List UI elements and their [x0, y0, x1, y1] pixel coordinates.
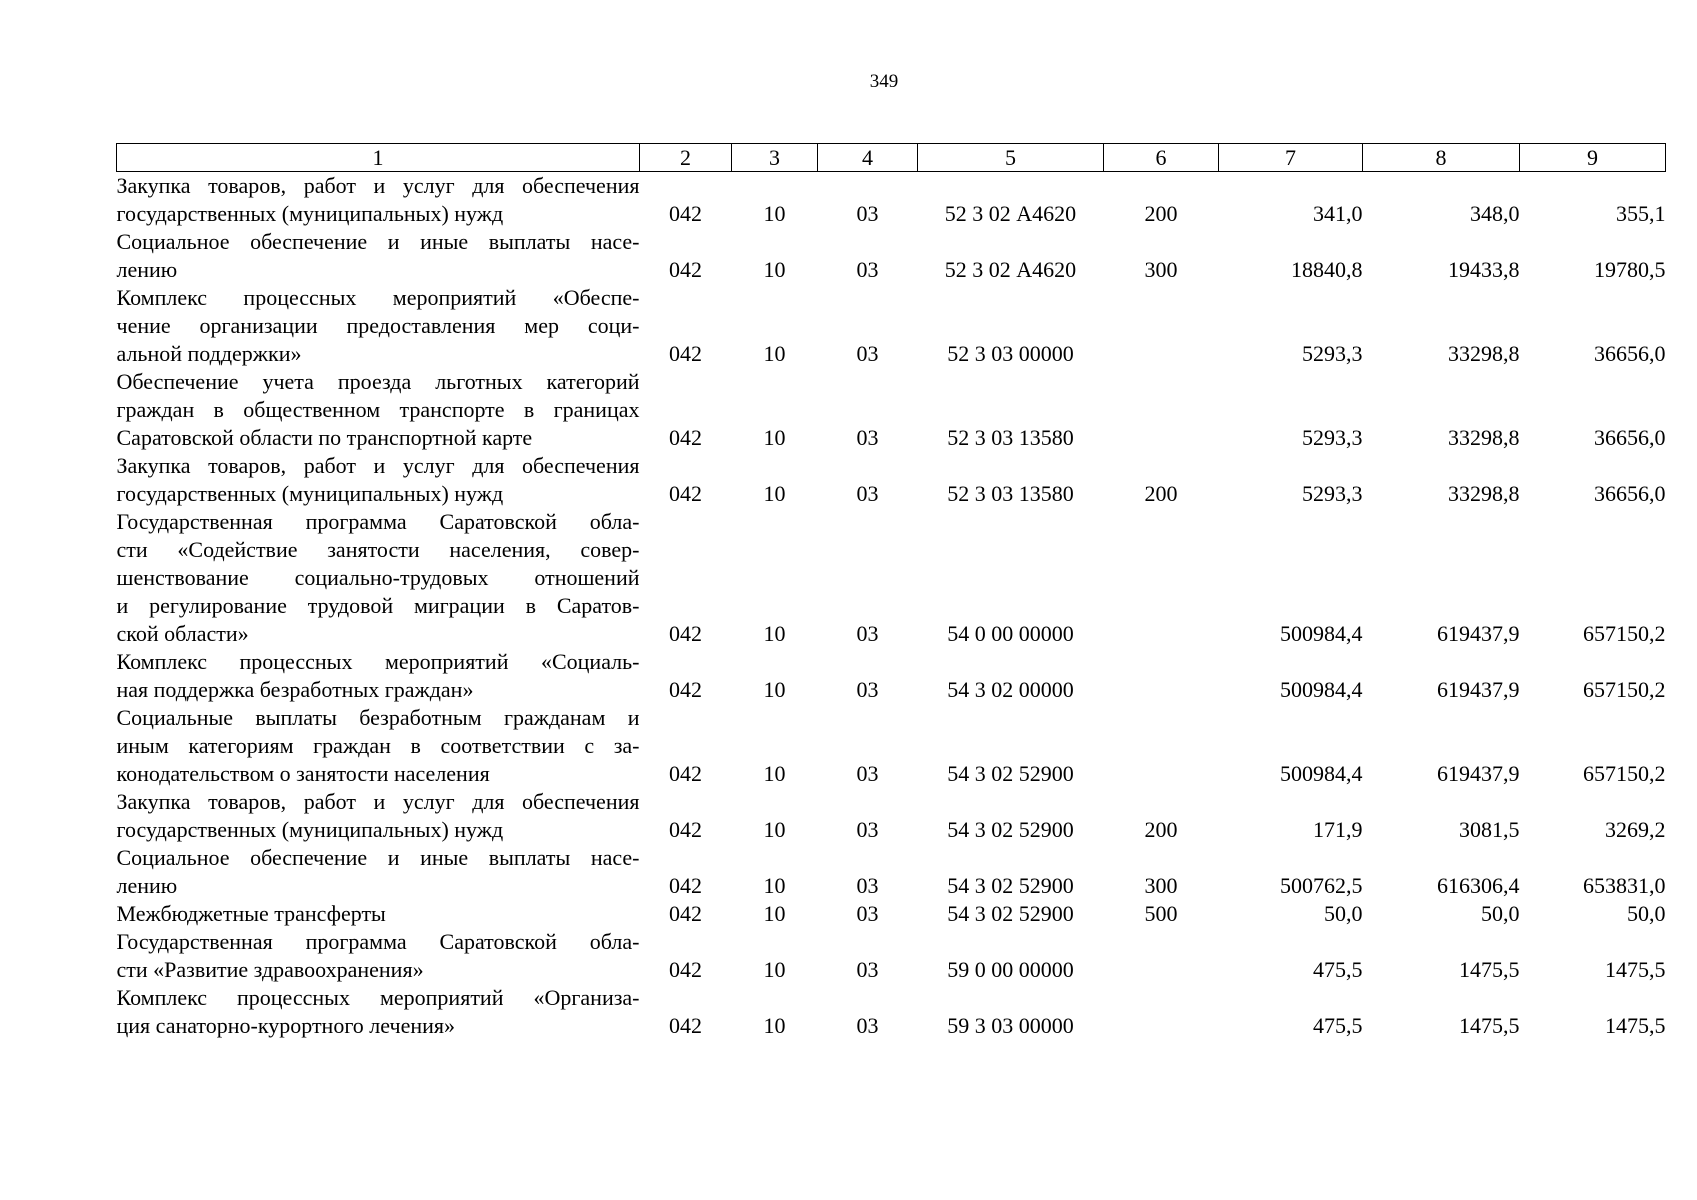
table-row [117, 648, 1666, 704]
description-line: ция санаторно-курортного лечения» [116, 1013, 455, 1038]
section-code: 10 [763, 817, 786, 842]
amount-year-2: 1475,5 [1459, 1013, 1520, 1038]
column-header-7: 7 [1219, 144, 1363, 172]
amount-year-3: 3269,2 [1605, 817, 1666, 842]
description-line: шенствование социально-трудовых отношений [116, 565, 640, 590]
amount-year-1: 500984,4 [1280, 677, 1363, 702]
row-description [117, 172, 640, 229]
table-row [117, 284, 1666, 368]
description-line: конодательством о занятости населения [116, 761, 490, 786]
amount-year-3: 653831,0 [1583, 873, 1666, 898]
description-line: сти «Развитие здравоохранения» [116, 957, 424, 982]
target-article-code: 54 3 02 00000 [947, 677, 1074, 702]
description-line: граждан в общественном транспорте в границах [116, 397, 640, 422]
expense-type-code: 300 [1144, 873, 1178, 898]
expense-type-code: 200 [1144, 817, 1178, 842]
description-line: Социальное обеспечение и иные выплаты насе- [116, 229, 640, 254]
subsection-code: 03 [856, 677, 879, 702]
subsection-code: 03 [856, 201, 879, 226]
table-row [117, 368, 1666, 452]
description-line: государственных (муниципальных) нужд [116, 817, 504, 842]
agency-code: 042 [669, 621, 702, 646]
amount-year-2: 1475,5 [1459, 957, 1520, 982]
target-article-code: 52 3 03 13580 [947, 481, 1074, 506]
table-row [117, 844, 1666, 900]
table-row [117, 172, 1666, 229]
amount-year-2: 619437,9 [1437, 677, 1520, 702]
section-code: 10 [763, 341, 786, 366]
target-article-code: 54 3 02 52900 [947, 817, 1074, 842]
table-row [117, 508, 1666, 648]
section-code: 10 [763, 1013, 786, 1038]
expense-type-code [1104, 508, 1219, 648]
amount-year-3: 1475,5 [1605, 1013, 1666, 1038]
expense-type-code [1104, 368, 1219, 452]
column-header-6: 6 [1104, 144, 1219, 172]
target-article-code: 59 3 03 00000 [947, 1013, 1074, 1038]
amount-year-2: 50,0 [1481, 901, 1520, 926]
agency-code: 042 [669, 257, 702, 282]
expense-type-code [1104, 284, 1219, 368]
row-description [117, 900, 640, 928]
amount-year-3: 36656,0 [1594, 341, 1666, 366]
expense-type-code [1104, 984, 1219, 1040]
amount-year-1: 500984,4 [1280, 761, 1363, 786]
amount-year-1: 5293,3 [1302, 425, 1363, 450]
table-row [117, 788, 1666, 844]
budget-table [116, 143, 1666, 1040]
target-article-code: 59 0 00 00000 [947, 957, 1074, 982]
row-description [117, 704, 640, 788]
section-code: 10 [763, 621, 786, 646]
description-line: государственных (муниципальных) нужд [116, 201, 504, 226]
section-code: 10 [763, 481, 786, 506]
description-line: ная поддержка безработных граждан» [116, 677, 474, 702]
expense-type-code [1104, 648, 1219, 704]
description-line: иным категориям граждан в соответствии с за- [116, 733, 640, 758]
description-line: Государственная программа Саратовской обла- [116, 509, 640, 534]
row-description [117, 984, 640, 1040]
agency-code: 042 [669, 901, 702, 926]
subsection-code: 03 [856, 621, 879, 646]
amount-year-1: 475,5 [1313, 957, 1363, 982]
agency-code: 042 [669, 425, 702, 450]
row-description [117, 844, 640, 900]
description-line: Закупка товаров, работ и услуг для обеспечения [116, 453, 640, 478]
amount-year-1: 18840,8 [1291, 257, 1363, 282]
description-line: Закупка товаров, работ и услуг для обеспечения [116, 173, 640, 198]
agency-code: 042 [669, 481, 702, 506]
header-row [117, 144, 1666, 172]
agency-code: 042 [669, 817, 702, 842]
column-header-5: 5 [918, 144, 1104, 172]
subsection-code: 03 [856, 481, 879, 506]
description-line: сти «Содействие занятости населения, совер- [116, 537, 640, 562]
amount-year-2: 616306,4 [1437, 873, 1520, 898]
description-line: Обеспечение учета проезда льготных категорий [116, 369, 640, 394]
description-line: лению [116, 257, 178, 282]
subsection-code: 03 [856, 957, 879, 982]
amount-year-1: 50,0 [1324, 901, 1363, 926]
description-line: лению [116, 873, 178, 898]
amount-year-1: 341,0 [1313, 201, 1363, 226]
amount-year-2: 33298,8 [1448, 481, 1520, 506]
column-header-1: 1 [117, 144, 640, 172]
amount-year-2: 3081,5 [1459, 817, 1520, 842]
section-code: 10 [763, 425, 786, 450]
amount-year-3: 657150,2 [1583, 621, 1666, 646]
subsection-code: 03 [856, 901, 879, 926]
agency-code: 042 [669, 341, 702, 366]
column-header-3: 3 [732, 144, 818, 172]
amount-year-3: 36656,0 [1594, 481, 1666, 506]
description-line: Межбюджетные трансферты [116, 901, 386, 926]
amount-year-2: 619437,9 [1437, 761, 1520, 786]
target-article-code: 52 3 03 13580 [947, 425, 1074, 450]
section-code: 10 [763, 901, 786, 926]
section-code: 10 [763, 873, 786, 898]
column-header-9: 9 [1520, 144, 1666, 172]
amount-year-3: 657150,2 [1583, 677, 1666, 702]
description-line: Саратовской области по транспортной карте [116, 425, 533, 450]
subsection-code: 03 [856, 341, 879, 366]
column-header-8: 8 [1363, 144, 1520, 172]
amount-year-3: 19780,5 [1594, 257, 1666, 282]
budget-table-body [117, 172, 1666, 1041]
subsection-code: 03 [856, 873, 879, 898]
amount-year-3: 50,0 [1627, 901, 1666, 926]
row-description [117, 452, 640, 508]
description-line: Комплекс процессных мероприятий «Обеспе- [116, 285, 640, 310]
target-article-code: 54 3 02 52900 [947, 761, 1074, 786]
amount-year-2: 619437,9 [1437, 621, 1520, 646]
expense-type-code [1104, 928, 1219, 984]
section-code: 10 [763, 761, 786, 786]
amount-year-2: 33298,8 [1448, 341, 1520, 366]
row-description [117, 648, 640, 704]
subsection-code: 03 [856, 257, 879, 282]
description-line: ской области» [116, 621, 249, 646]
agency-code: 042 [669, 677, 702, 702]
table-row [117, 704, 1666, 788]
target-article-code: 52 3 02 А4620 [944, 257, 1077, 282]
description-line: Закупка товаров, работ и услуг для обеспечения [116, 789, 640, 814]
description-line: Комплекс процессных мероприятий «Организа- [116, 985, 640, 1010]
amount-year-2: 19433,8 [1448, 257, 1520, 282]
agency-code: 042 [669, 1013, 702, 1038]
amount-year-3: 355,1 [1616, 201, 1666, 226]
subsection-code: 03 [856, 761, 879, 786]
description-line: Комплекс процессных мероприятий «Социаль- [116, 649, 640, 674]
page-number: 349 [869, 71, 899, 92]
description-line: альной поддержки» [116, 341, 302, 366]
expense-type-code: 300 [1144, 257, 1178, 282]
table-row [117, 900, 1666, 928]
row-description [117, 228, 640, 284]
row-description [117, 788, 640, 844]
expense-type-code: 200 [1144, 481, 1178, 506]
row-description [117, 508, 640, 648]
subsection-code: 03 [856, 1013, 879, 1038]
amount-year-1: 500984,4 [1280, 621, 1363, 646]
row-description [117, 368, 640, 452]
amount-year-3: 657150,2 [1583, 761, 1666, 786]
column-header-4: 4 [818, 144, 918, 172]
section-code: 10 [763, 201, 786, 226]
amount-year-1: 475,5 [1313, 1013, 1363, 1038]
amount-year-1: 171,9 [1313, 817, 1363, 842]
description-line: чение организации предоставления мер соци- [116, 313, 640, 338]
agency-code: 042 [669, 761, 702, 786]
row-description [117, 284, 640, 368]
agency-code: 042 [669, 873, 702, 898]
row-description [117, 928, 640, 984]
expense-type-code: 500 [1144, 901, 1178, 926]
amount-year-1: 5293,3 [1302, 341, 1363, 366]
table-row [117, 228, 1666, 284]
amount-year-1: 500762,5 [1280, 873, 1363, 898]
amount-year-2: 33298,8 [1448, 425, 1520, 450]
target-article-code: 54 3 02 52900 [947, 873, 1074, 898]
expense-type-code: 200 [1144, 201, 1178, 226]
column-header-2: 2 [640, 144, 732, 172]
section-code: 10 [763, 257, 786, 282]
subsection-code: 03 [856, 425, 879, 450]
description-line: Социальное обеспечение и иные выплаты насе- [116, 845, 640, 870]
section-code: 10 [763, 957, 786, 982]
target-article-code: 54 0 00 00000 [947, 621, 1074, 646]
agency-code: 042 [669, 957, 702, 982]
description-line: государственных (муниципальных) нужд [116, 481, 504, 506]
target-article-code: 52 3 03 00000 [947, 341, 1074, 366]
amount-year-2: 348,0 [1470, 201, 1520, 226]
section-code: 10 [763, 677, 786, 702]
amount-year-1: 5293,3 [1302, 481, 1363, 506]
target-article-code: 54 3 02 52900 [947, 901, 1074, 926]
table-row [117, 452, 1666, 508]
agency-code: 042 [669, 201, 702, 226]
expense-type-code [1104, 704, 1219, 788]
subsection-code: 03 [856, 817, 879, 842]
table-row [117, 984, 1666, 1040]
description-line: Социальные выплаты безработным гражданам и [116, 705, 640, 730]
table-row [117, 928, 1666, 984]
amount-year-3: 36656,0 [1594, 425, 1666, 450]
description-line: Государственная программа Саратовской обла- [116, 929, 640, 954]
description-line: и регулирование трудовой миграции в Саратов- [116, 593, 640, 618]
amount-year-3: 1475,5 [1605, 957, 1666, 982]
target-article-code: 52 3 02 А4620 [944, 201, 1077, 226]
